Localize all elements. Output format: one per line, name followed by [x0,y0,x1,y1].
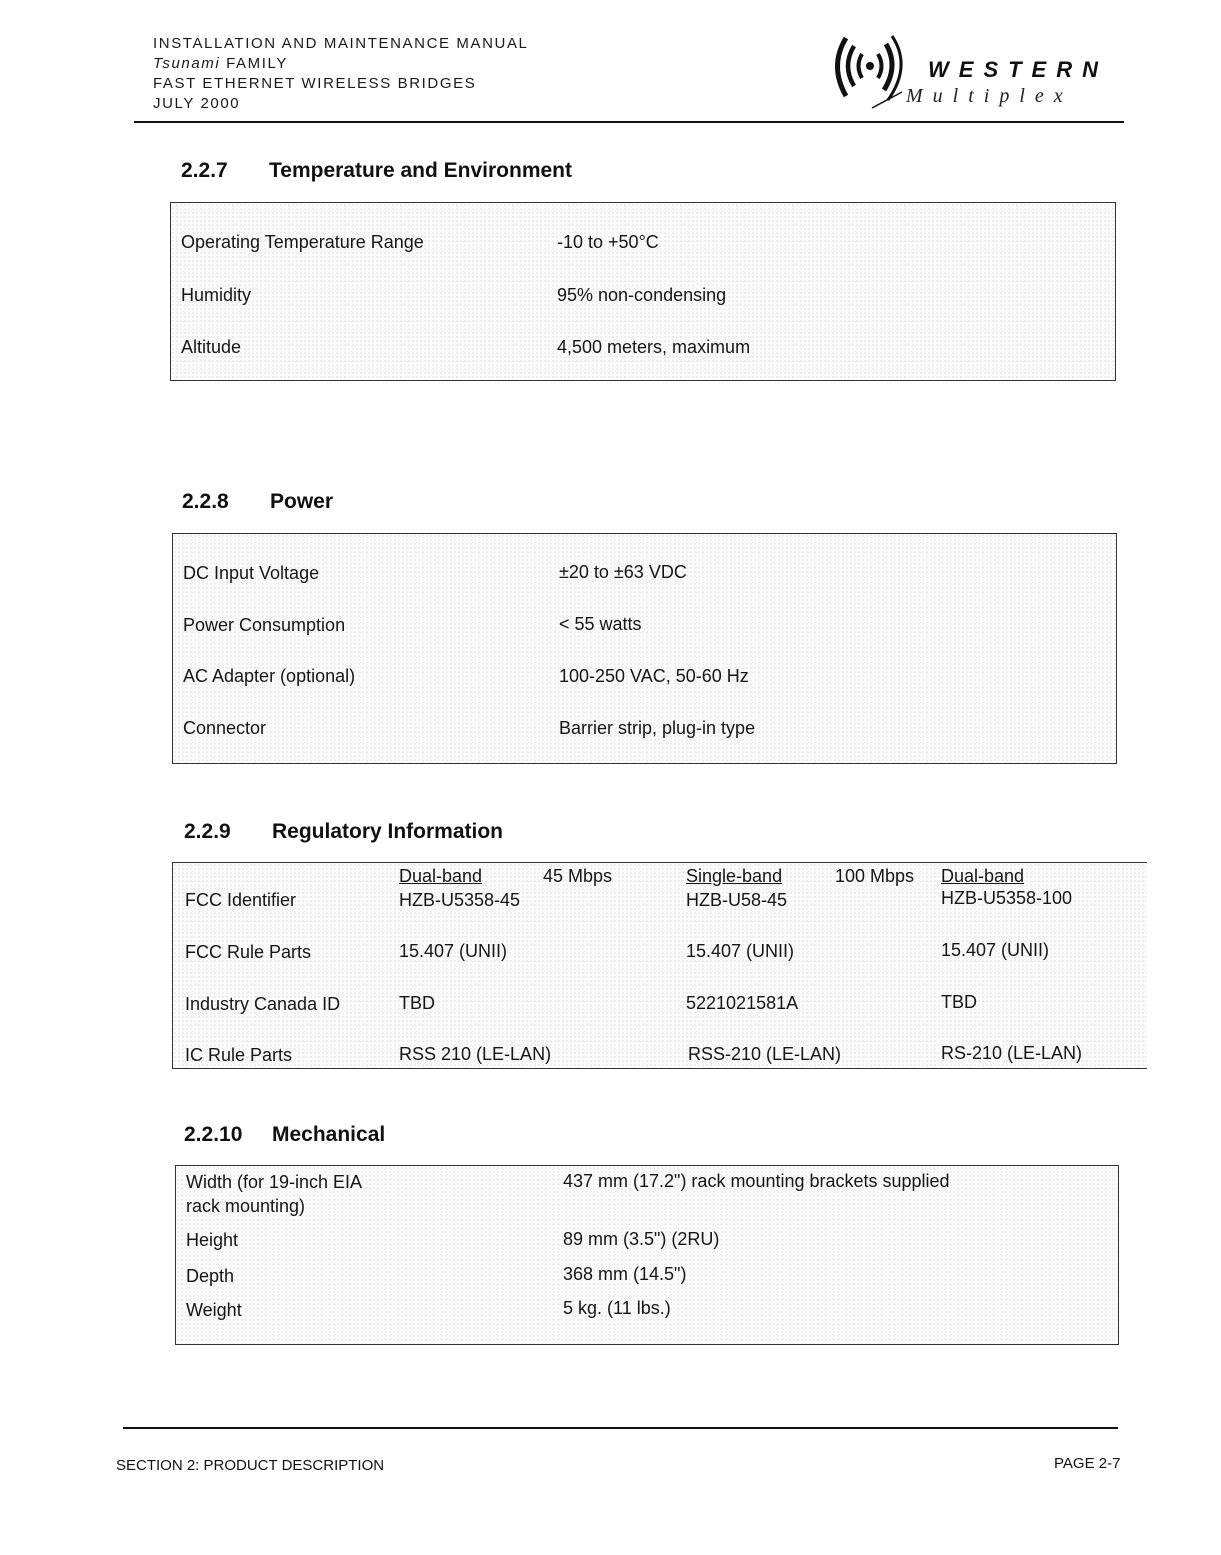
section-heading: Temperature and Environment [269,159,573,182]
section-number: 2.2.10 [184,1123,243,1146]
table-cell: HZB-U5358-45 [399,890,521,910]
section-title-power [182,490,333,514]
header-date: JULY 2000 [153,95,241,112]
spec-label: Depth [186,1266,235,1286]
footer-page-number: PAGE 2-7 [1054,1455,1121,1472]
regulatory-table [172,862,1147,1069]
wireless-signal-logo-icon [832,30,912,110]
table-cell: 15.407 (UNII) [399,941,508,961]
spec-value: ±20 to ±63 VDC [559,562,687,582]
logo-wordmark-western: WESTERN [928,57,1108,82]
table-cell: RSS-210 (LE-LAN) [688,1044,842,1064]
spec-label: Power Consumption [183,615,346,635]
header-manual-title: INSTALLATION AND MAINTENANCE MANUAL [153,35,529,52]
logo-wordmark-multiplex: Multiplex [906,85,1073,107]
document-header [153,34,529,114]
table-cell: TBD [941,992,977,1012]
table-row-label: Industry Canada ID [185,994,341,1014]
column-header-speed: 45 Mbps [543,866,613,886]
section-number: 2.2.7 [181,159,228,182]
column-header-band: Dual-band [941,866,1025,886]
column-header-band: Dual-band [399,866,483,886]
spec-label: AC Adapter (optional) [183,666,356,686]
spec-label: Connector [183,718,267,738]
header-family-suffix: FAMILY [220,55,288,72]
temperature-spec-table [170,202,1116,381]
table-cell: 15.407 (UNII) [941,940,1050,960]
header-divider [134,121,1124,123]
spec-value: < 55 watts [559,614,642,634]
spec-value: 100-250 VAC, 50-60 Hz [559,666,749,686]
spec-value: 5 kg. (11 lbs.) [563,1298,671,1318]
section-title-mechanical [184,1123,385,1147]
spec-label: Height [186,1230,239,1250]
table-cell: RS-210 (LE-LAN) [941,1043,1083,1063]
spec-label: Weight [186,1300,242,1320]
table-cell: RSS 210 (LE-LAN) [399,1044,552,1064]
table-cell: HZB-U58-45 [686,890,788,910]
section-heading: Power [270,490,334,513]
spec-label: DC Input Voltage [183,563,320,583]
spec-label: Humidity [181,285,252,305]
spec-label: Altitude [181,337,242,357]
section-title-temperature [181,159,572,183]
table-row-label: IC Rule Parts [185,1045,293,1065]
spec-value: 4,500 meters, maximum [557,337,751,357]
header-product: FAST ETHERNET WIRELESS BRIDGES [153,75,477,92]
spec-label: Width (for 19-inch EIA [186,1172,363,1192]
power-spec-table [172,533,1117,764]
mechanical-spec-table [175,1165,1119,1345]
spec-value: -10 to +50°C [557,232,659,252]
spec-value: 368 mm (14.5") [563,1264,687,1284]
section-number: 2.2.9 [184,820,231,843]
table-cell: HZB-U5358-100 [941,888,1073,908]
column-header-speed: 100 Mbps [835,866,915,886]
section-number: 2.2.8 [182,490,229,513]
header-family [153,54,529,74]
table-cell: TBD [399,993,435,1013]
spec-value: 89 mm (3.5") (2RU) [563,1229,720,1249]
table-cell: 5221021581A [686,993,799,1013]
section-title-regulatory [184,820,503,844]
spec-value: Barrier strip, plug-in type [559,718,756,738]
western-multiplex-logo [832,30,1112,110]
table-row-label: FCC Identifier [185,890,297,910]
section-heading: Mechanical [272,1123,386,1146]
footer-section-label: SECTION 2: PRODUCT DESCRIPTION [116,1457,385,1474]
column-header-band: Single-band [686,866,783,886]
spec-label-continued: rack mounting) [186,1196,306,1216]
section-heading: Regulatory Information [272,820,504,843]
spec-label: Operating Temperature Range [181,232,424,252]
table-cell: 15.407 (UNII) [686,941,795,961]
header-family-name: Tsunami [153,55,221,72]
table-row-label: FCC Rule Parts [185,942,312,962]
footer-divider [123,1427,1118,1429]
spec-value: 95% non-condensing [557,285,727,305]
spec-value: 437 mm (17.2") rack mounting brackets supplied [563,1171,950,1191]
